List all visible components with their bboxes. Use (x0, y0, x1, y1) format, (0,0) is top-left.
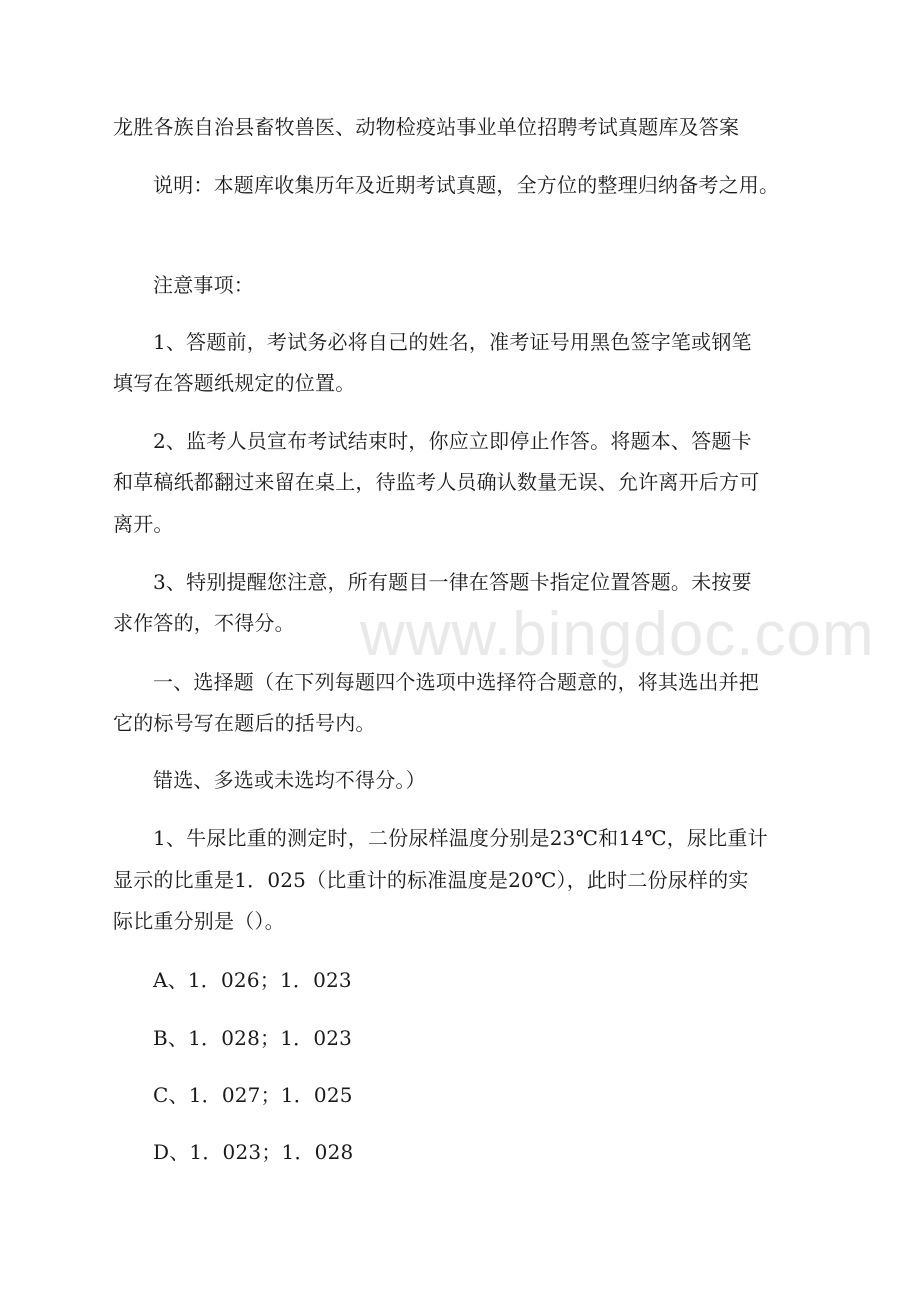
section-rule: 错选、多选或未选均不得分。） (153, 768, 426, 792)
option-c: C、1．027；1．025 (153, 1083, 353, 1107)
notice-2-line-1: 2、监考人员宣布考试结束时，你应立即停止作答。将题本、答题卡 (153, 429, 752, 453)
notice-1-line-2: 填写在答题纸规定的位置。 (113, 371, 356, 395)
notice-2-line-3: 离开。 (113, 512, 174, 536)
question-1-line-1: 1、牛尿比重的测定时，二份尿样温度分别是23℃和14℃，尿比重计 (153, 826, 768, 850)
section-heading-line-2: 它的标号写在题后的括号内。 (113, 711, 376, 735)
notice-3-line-1: 3、特别提醒您注意，所有题目一律在答题卡指定位置答题。未按要 (153, 570, 752, 594)
notice-heading: 注意事项： (153, 273, 254, 297)
section-heading-line-1: 一、选择题（在下列每题四个选项中选择符合题意的，将其选出并把 (153, 670, 759, 694)
document-title: 龙胜各族自治县畜牧兽医、动物检疫站事业单位招聘考试真题库及答案 (113, 115, 740, 139)
watermark: www.bingdoc.com (360, 600, 875, 669)
option-a: A、1．026；1．023 (153, 968, 352, 992)
option-d: D、1．023；1．028 (153, 1140, 354, 1164)
option-b: B、1．028；1．023 (153, 1026, 353, 1050)
notice-2-line-2: 和草稿纸都翻过来留在桌上，待监考人员确认数量无误、允许离开后方可 (113, 470, 760, 494)
question-1-line-3: 际比重分别是（）。 (113, 909, 285, 933)
notice-1-line-1: 1、答题前，考试务必将自己的姓名，准考证号用黑色签字笔或钢笔 (153, 330, 752, 354)
notice-3-line-2: 求作答的，不得分。 (113, 611, 295, 635)
description: 说明：本题库收集历年及近期考试真题，全方位的整理归纳备考之用。 (153, 173, 780, 197)
question-1-line-2: 显示的比重是1．025（比重计的标准温度是20℃），此时二份尿样的实 (113, 868, 749, 892)
